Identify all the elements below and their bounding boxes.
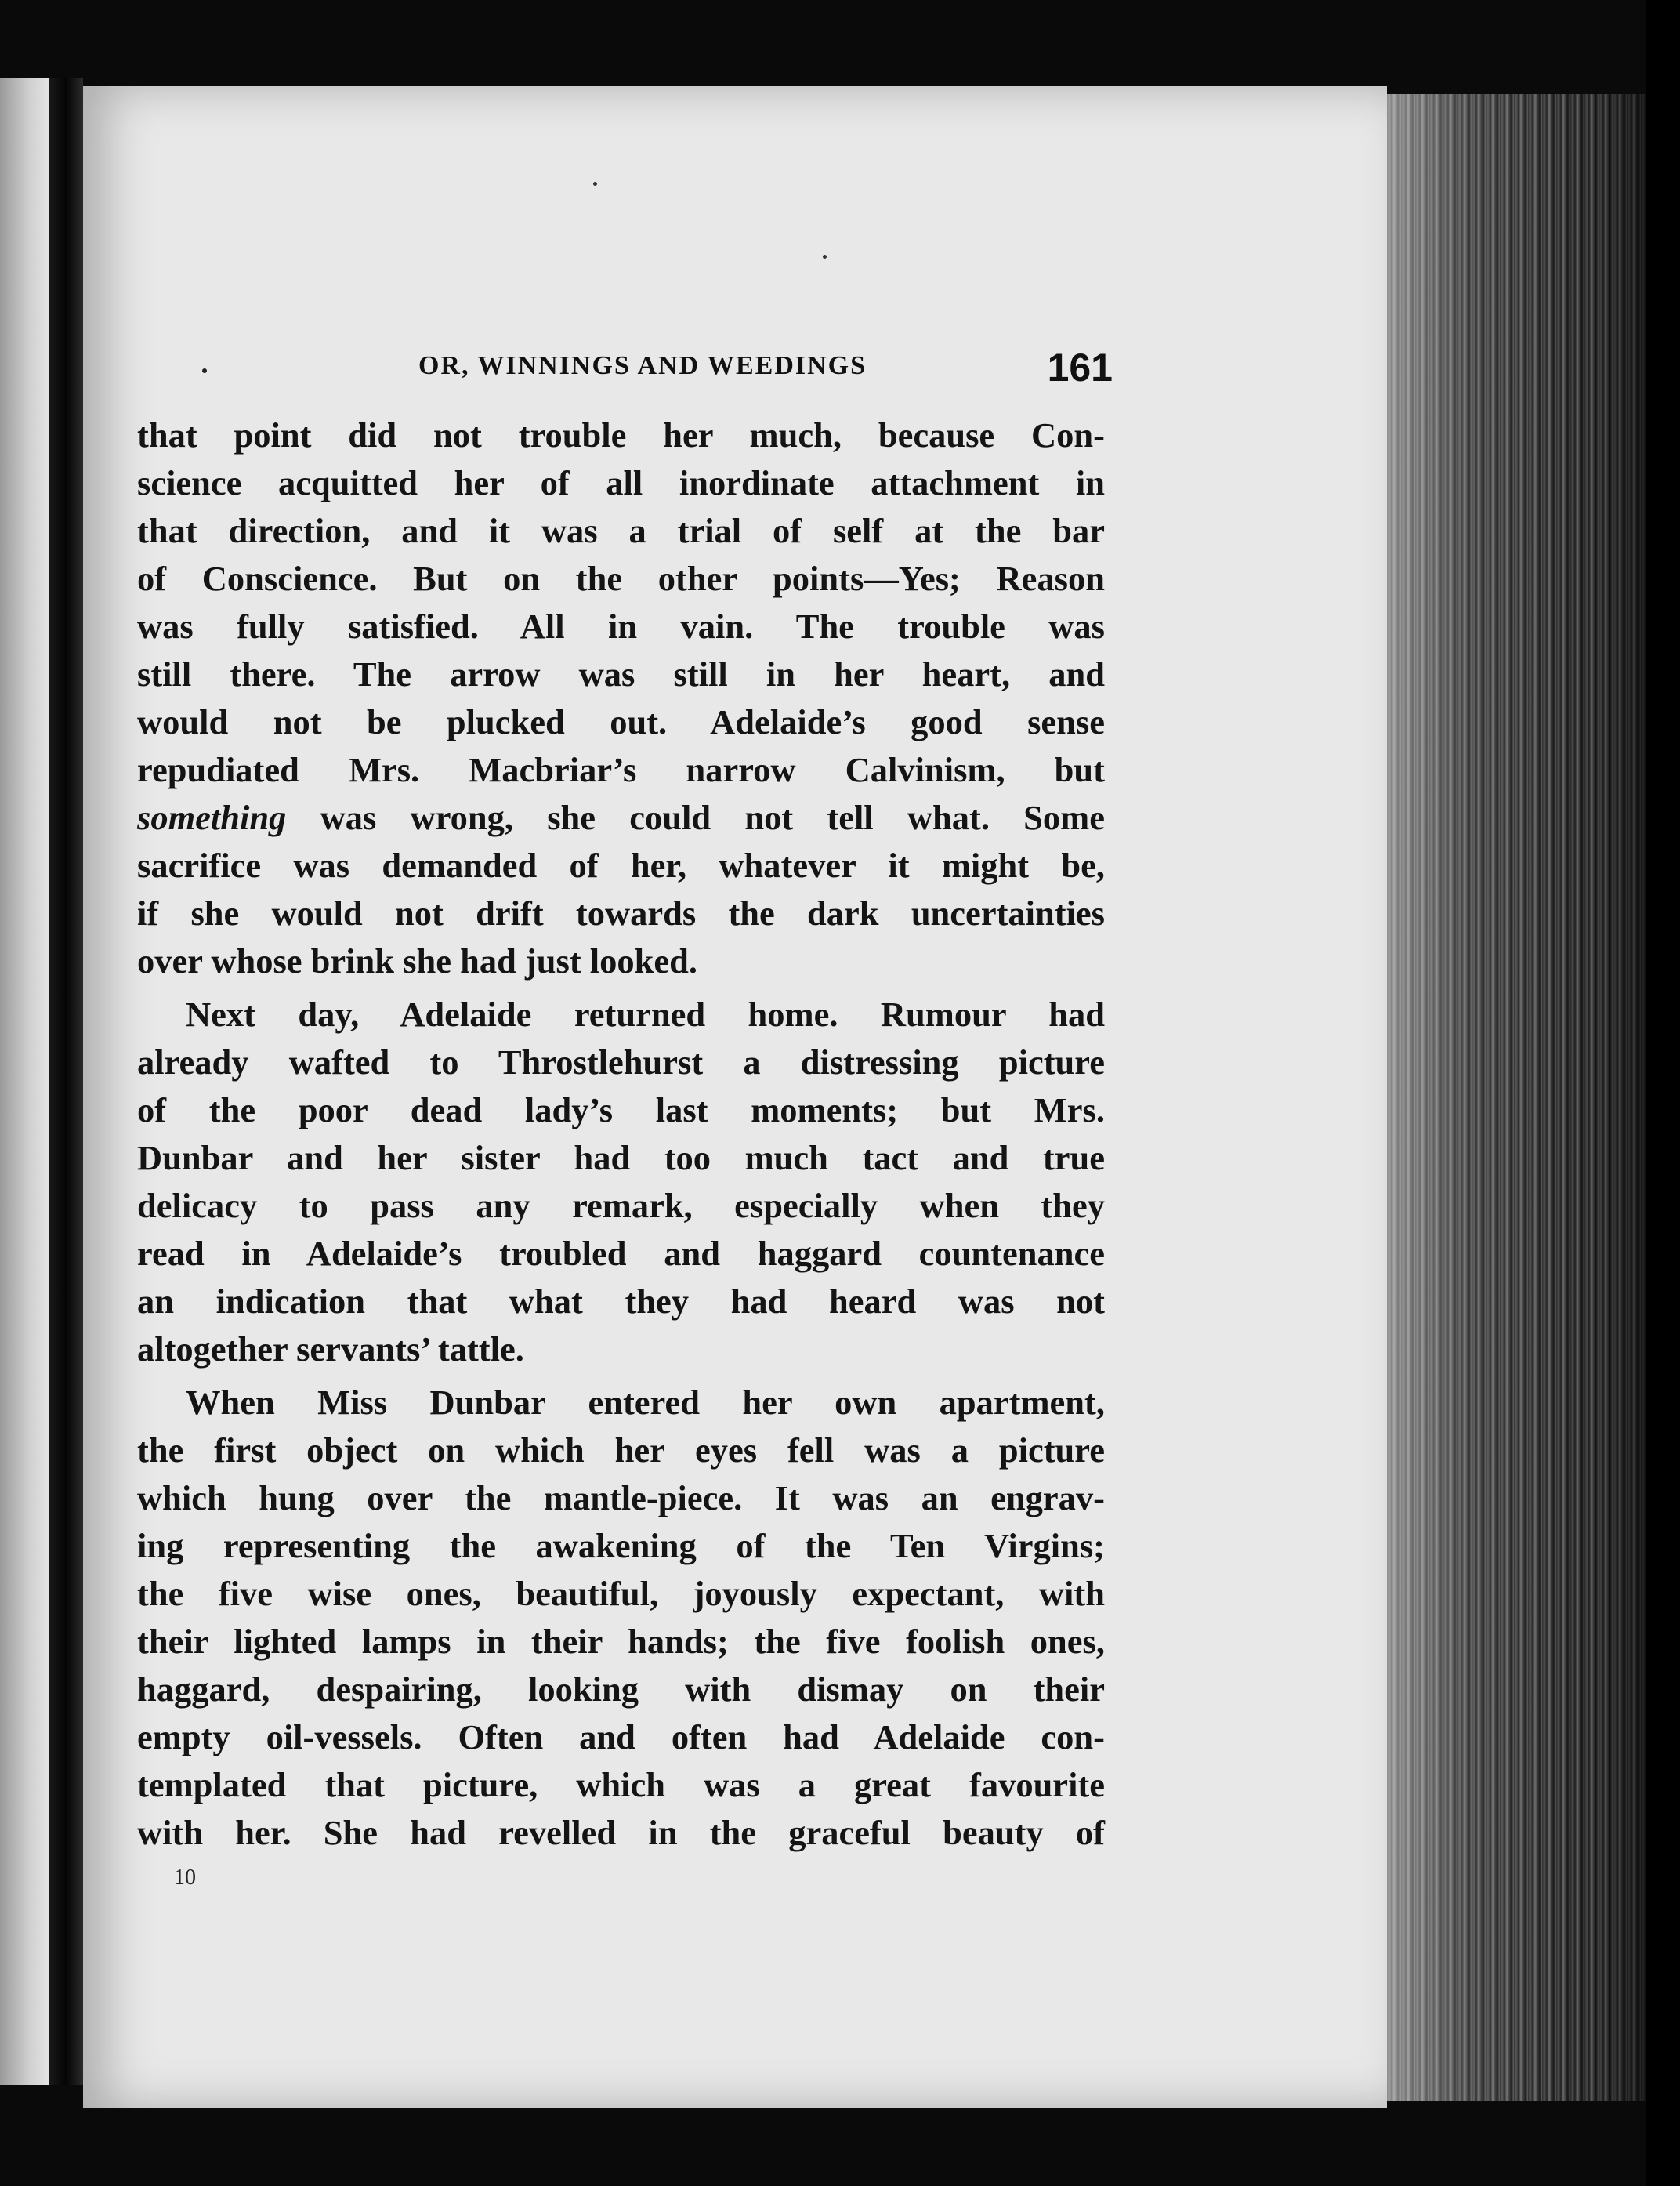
text-line: if she would not drift towards the dark uncertainties: [137, 894, 1105, 933]
book-gutter: [49, 78, 83, 2085]
text-line: still there. The arrow was still in her heart, and: [137, 654, 1105, 694]
text-line: [137, 794, 1105, 842]
text-line: an indication that what they had heard was not: [137, 1282, 1105, 1321]
text-line: read in Adelaide’s troubled and haggard countenance: [137, 1234, 1105, 1273]
text-line: sacrifice was demanded of her, whatever it might be,: [137, 846, 1105, 885]
text-line: the first object on which her eyes fell was a picture: [137, 1430, 1105, 1470]
text-run: was wrong, she could not tell what. Some: [286, 798, 1105, 837]
page-number: 161: [1047, 346, 1113, 390]
text-line: empty oil-vessels. Often and often had Adelaide con-: [137, 1717, 1105, 1756]
text-line: repudiated Mrs. Macbriar’s narrow Calvinism, but: [137, 750, 1105, 789]
text-line: altogether servants’ tattle.: [137, 1329, 524, 1369]
text-line: haggard, despairing, looking with dismay on their: [137, 1669, 1105, 1709]
text-line: Dunbar and her sister had too much tact and true: [137, 1138, 1105, 1177]
body-text: [137, 411, 1105, 1857]
text-line: When Miss Dunbar entered her own apartment,: [186, 1383, 1105, 1422]
text-line: that point did not trouble her much, because Con-: [137, 415, 1105, 455]
text-line: already wafted to Throstlehurst a distressing picture: [137, 1042, 1105, 1082]
text-line: templated that picture, which was a great favourite: [137, 1765, 1105, 1804]
text-line: delicacy to pass any remark, especially when they: [137, 1186, 1105, 1225]
text-line: their lighted lamps in their hands; the five foolish ones,: [137, 1622, 1105, 1661]
signature-mark: 10: [174, 1865, 196, 1890]
scan-border-right: [1646, 0, 1680, 2186]
book-block-edges: [1387, 94, 1646, 2101]
running-head: OR, WINNINGS AND WEEDINGS: [418, 351, 867, 380]
text-line: Next day, Adelaide returned home. Rumour had: [186, 995, 1105, 1034]
text-line: science acquitted her of all inordinate attachment in: [137, 463, 1105, 502]
ornament-dot: [823, 255, 827, 259]
text-line: was fully satisfied. All in vain. The trouble was: [137, 607, 1105, 646]
paragraph-gap: [137, 1373, 1105, 1379]
text-line: of Conscience. But on the other points—Yes; Reason: [137, 559, 1105, 598]
text-line: ing representing the awakening of the Ten Virgins;: [137, 1526, 1105, 1565]
text-line: over whose brink she had just looked.: [137, 941, 698, 981]
text-line: would not be plucked out. Adelaide’s good sense: [137, 702, 1105, 741]
ornament-dot: [593, 182, 597, 186]
text-line: with her. She had revelled in the graceful beauty of: [137, 1813, 1105, 1852]
text-line: that direction, and it was a trial of self at the bar: [137, 511, 1105, 550]
text-line: the five wise ones, beautiful, joyously expectant, with: [137, 1574, 1105, 1613]
emphasis: something: [137, 798, 287, 837]
paragraph-gap: [137, 985, 1105, 991]
text-line: of the poor dead lady’s last moments; but Mrs.: [137, 1090, 1105, 1129]
facing-page-edge: [0, 78, 49, 2085]
text-line: which hung over the mantle-piece. It was an engrav-: [137, 1478, 1105, 1517]
